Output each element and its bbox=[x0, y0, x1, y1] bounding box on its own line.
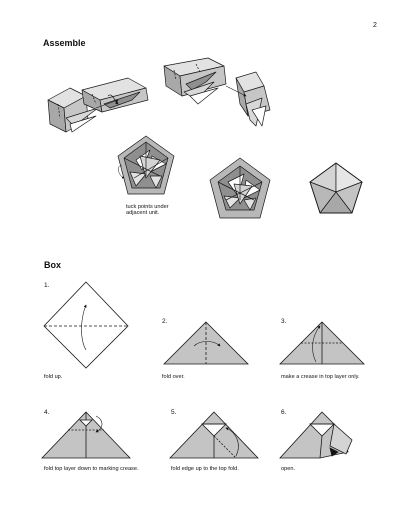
step-6-caption: open. bbox=[281, 466, 295, 472]
step-3-diagram bbox=[280, 322, 364, 364]
step-4-number: 4. bbox=[44, 409, 50, 416]
step-6-diagram bbox=[280, 412, 352, 458]
assemble-caption-line-2: adjacent unit. bbox=[126, 210, 160, 217]
step-1-number: 1. bbox=[44, 282, 50, 289]
assemble-caption-line-1: tuck points under bbox=[126, 204, 169, 210]
step-2-number: 2. bbox=[162, 318, 168, 325]
pentagon-finished bbox=[310, 163, 362, 213]
step-2-caption: fold over. bbox=[162, 374, 185, 380]
step-2-diagram bbox=[164, 322, 248, 364]
section-title-box: Box bbox=[44, 260, 62, 270]
assembly-unit-pair-right bbox=[164, 58, 270, 126]
step-5-number: 5. bbox=[171, 409, 177, 416]
step-5-caption: fold edge up to the top fold. bbox=[171, 466, 239, 472]
pentagon-assembly-tucked bbox=[210, 158, 270, 218]
step-4-diagram bbox=[42, 412, 130, 458]
step-3-number: 3. bbox=[281, 318, 287, 325]
step-1-caption: fold up. bbox=[44, 374, 63, 380]
step-6-number: 6. bbox=[281, 409, 287, 416]
step-3-caption: make a crease in top layer only. bbox=[281, 374, 360, 380]
step-4-caption: fold top layer down to marking crease. bbox=[44, 466, 139, 472]
step-5-diagram bbox=[170, 412, 258, 458]
assembly-unit-pair-left bbox=[48, 78, 148, 132]
page-number: 2 bbox=[373, 22, 377, 29]
pentagon-assembly-open bbox=[118, 136, 174, 194]
section-title-assemble: Assemble bbox=[43, 38, 86, 48]
step-1-diagram bbox=[44, 282, 128, 368]
assemble-caption bbox=[126, 204, 169, 217]
